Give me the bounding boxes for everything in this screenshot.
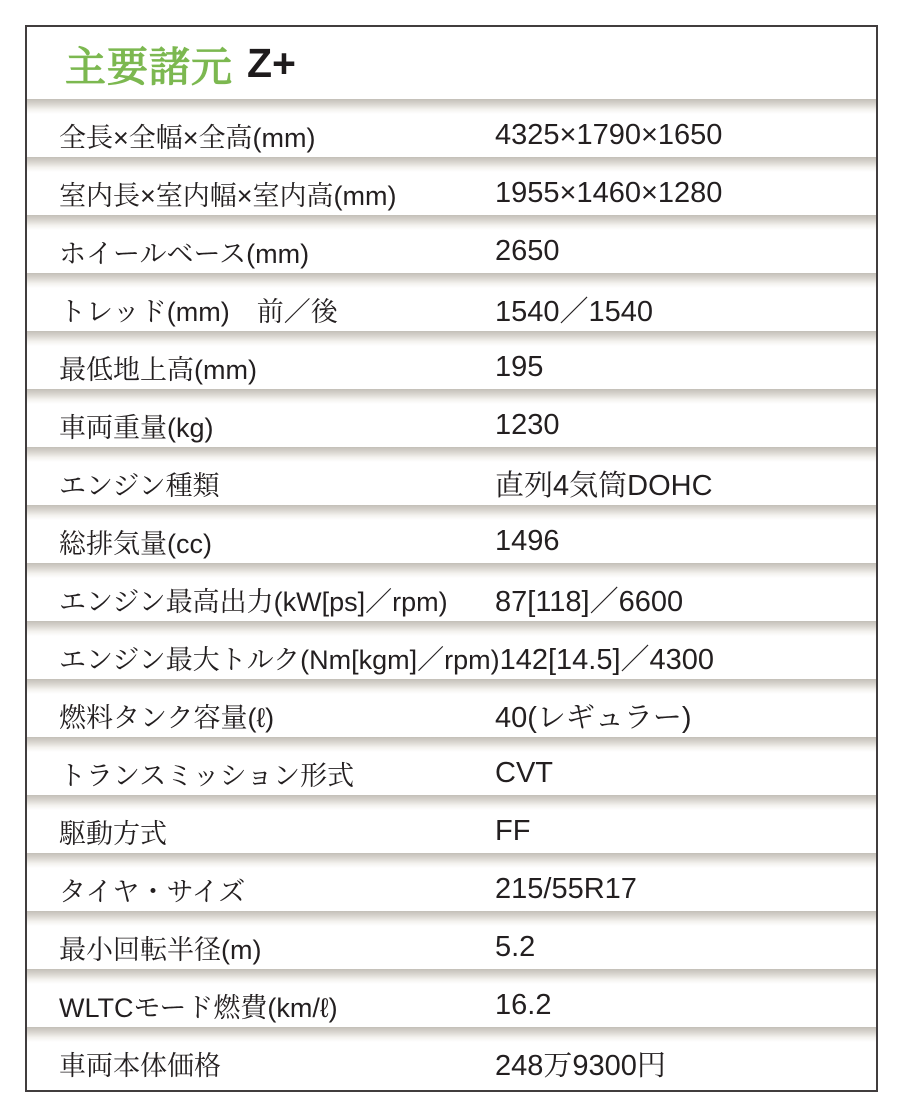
spec-row: [27, 230, 876, 273]
row-divider: [27, 853, 876, 868]
row-divider: [27, 215, 876, 230]
row-divider: [27, 157, 876, 172]
spec-row: [27, 520, 876, 563]
spec-header: [27, 27, 876, 99]
spec-value: 1540／1540: [495, 296, 654, 328]
row-divider: [27, 447, 876, 462]
spec-value: 142[14.5]／4300: [499, 644, 715, 676]
spec-row: [27, 810, 876, 853]
spec-value: CVT: [495, 757, 553, 789]
spec-label: 室内長×室内幅×室内高(mm): [59, 181, 397, 211]
spec-row: [27, 404, 876, 447]
spec-value: 1230: [495, 409, 560, 441]
spec-value: 16.2: [495, 989, 552, 1021]
spec-label: エンジン種類: [59, 471, 220, 501]
spec-label: 駆動方式: [59, 819, 167, 849]
spec-label: エンジン最大トルク(Nm[kgm]／rpm): [59, 645, 500, 675]
spec-label: エンジン最高出力(kW[ps]／rpm): [59, 587, 448, 617]
row-divider: [27, 1027, 876, 1042]
spec-label: 車両本体価格: [59, 1051, 221, 1081]
spec-card: [25, 25, 878, 1092]
row-divider: [27, 737, 876, 752]
spec-label: 車両重量(kg): [59, 413, 214, 443]
spec-value: FF: [495, 815, 531, 847]
spec-value: 5.2: [495, 931, 536, 963]
spec-label: 全長×全幅×全高(mm): [59, 123, 316, 153]
spec-value: 2650: [495, 235, 560, 267]
spec-row: [27, 926, 876, 969]
row-divider: [27, 621, 876, 636]
row-divider: [27, 273, 876, 288]
spec-value: 87[118]／6600: [495, 586, 684, 618]
spec-value: 1955×1460×1280: [495, 177, 723, 209]
row-divider: [27, 969, 876, 984]
spec-row: [27, 694, 876, 737]
spec-table: [27, 99, 876, 1085]
spec-row: [27, 462, 876, 505]
spec-row: [27, 172, 876, 215]
spec-label: トレッド(mm) 前／後: [59, 297, 338, 327]
spec-label: 最低地上高(mm): [59, 355, 257, 385]
row-divider: [27, 679, 876, 694]
spec-row: [27, 1042, 876, 1085]
spec-title: 主要諸元: [65, 43, 233, 90]
spec-row: [27, 114, 876, 157]
spec-row: [27, 578, 876, 621]
grade-badge: Z+: [247, 39, 296, 86]
spec-row: [27, 288, 876, 331]
spec-value: 40(レギュラー): [495, 702, 692, 734]
spec-value: 195: [495, 351, 544, 383]
spec-label: 総排気量(cc): [59, 529, 212, 559]
spec-label: 最小回転半径(m): [59, 935, 262, 965]
spec-value: 248万9300円: [495, 1050, 666, 1082]
spec-value: 直列4気筒DOHC: [495, 470, 713, 502]
spec-row: [27, 752, 876, 795]
spec-label: タイヤ・サイズ: [59, 877, 246, 907]
row-divider: [27, 99, 876, 114]
row-divider: [27, 505, 876, 520]
spec-label: トランスミッション形式: [59, 761, 355, 791]
row-divider: [27, 911, 876, 926]
spec-label: ホイールベース(mm): [59, 239, 310, 269]
spec-value: 215/55R17: [495, 873, 637, 905]
spec-value: 1496: [495, 525, 560, 557]
row-divider: [27, 563, 876, 578]
spec-row: [27, 868, 876, 911]
row-divider: [27, 795, 876, 810]
row-divider: [27, 389, 876, 404]
spec-row: [27, 984, 876, 1027]
spec-value: 4325×1790×1650: [495, 119, 723, 151]
row-divider: [27, 331, 876, 346]
spec-row: [27, 636, 876, 679]
spec-label: 燃料タンク容量(ℓ): [59, 703, 275, 733]
spec-label: WLTCモード燃費(km/ℓ): [59, 993, 338, 1023]
spec-row: [27, 346, 876, 389]
